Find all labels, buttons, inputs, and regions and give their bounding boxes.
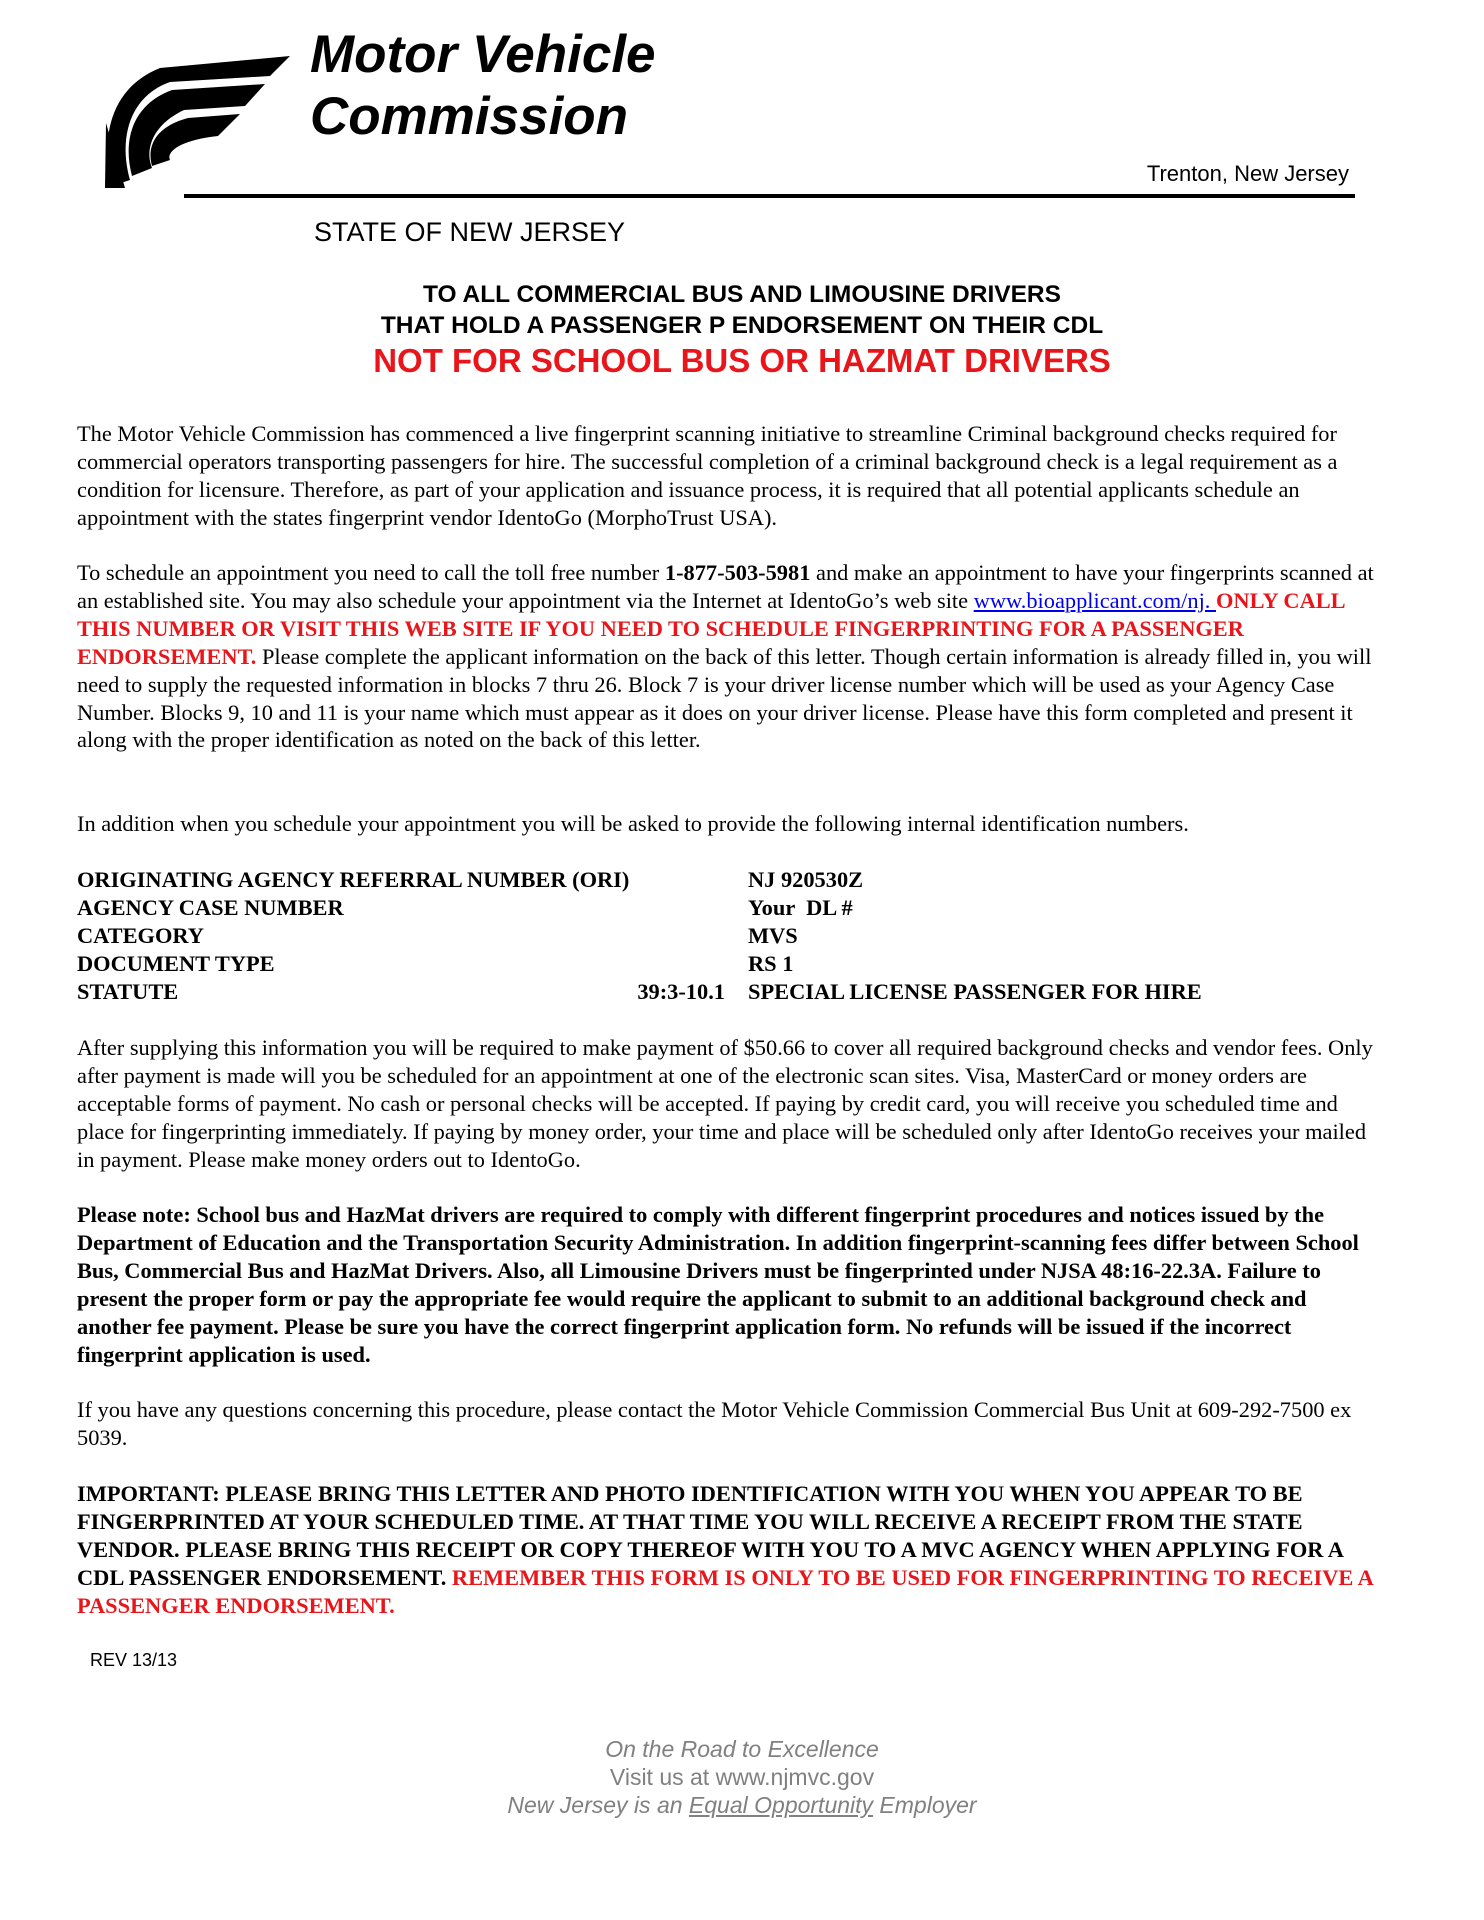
- row-label: CATEGORY: [77, 923, 204, 948]
- phone-number: 1-877-503-5981: [664, 560, 811, 585]
- row-value: RS 1: [748, 951, 794, 976]
- title-line2: THAT HOLD A PASSENGER P ENDORSEMENT ON THEIR CDL: [380, 312, 1104, 339]
- text: and make an appointment to have your fingerprints scanned at an established site. You may also schedule your appointment via the Internet at IdentoGo’s web site: [77, 560, 1374, 613]
- location: Trenton, New Jersey: [1146, 161, 1349, 186]
- paragraph-payment: After supplying this information you will be required to make payment of $50.66 to cover all required background checks and vendor fees. Only after payment is made will you be scheduled for an appointment at one of the electronic scan sites. Visa, MasterCard or money orders are acceptable forms of payment. No cash or personal checks will be accepted. If paying by credit card, you will receive you scheduled time and place for fingerprinting immediately. If paying by money order, your time and place will be scheduled only after IdentoGo receives your mailed in payment. Please make money orders out to IdentoGo.: [77, 1035, 1373, 1172]
- red-notice: ONLY CALL THIS NUMBER OR VISIT THIS WEB SITE IF YOU NEED TO SCHEDULE FINGERPRINTING FOR A PASSENGER ENDORSEMENT.: [77, 587, 1345, 669]
- row-value: MVS: [748, 923, 798, 948]
- row-label: DOCUMENT TYPE: [77, 951, 275, 976]
- table-row: [77, 922, 1377, 950]
- header-rule: [184, 194, 1355, 198]
- paragraph-important: [77, 1480, 1380, 1620]
- row-label: ORIGINATING AGENCY REFERRAL NUMBER (ORI): [77, 867, 630, 892]
- text: IMPORTANT: PLEASE BRING THIS LETTER AND PHOTO IDENTIFICATION WITH YOU WHEN YOU APPEAR TO BE FINGERPRINTED AT YOUR SCHEDULED TIME. AT THAT TIME YOU WILL RECEIVE A RECEIPT FROM THE STATE VENDOR. PLEASE BRING THIS RECEIPT OR COPY THEREOF WITH YOU TO A MVC AGENCY WHEN APPLYING FOR A CDL PASSENGER ENDORSEMENT.: [77, 1481, 1343, 1590]
- paragraph-intro: The Motor Vehicle Commission has commenced a live fingerprint scanning initiative to streamline Criminal background checks required for commercial operators transporting passengers for hire. The successful completion of a criminal background check is a legal requirement as a condition for licensure. Therefore, as part of your application and issuance process, it is required that all potential applicants schedule an appointment with the states fingerprint vendor IdentoGo (MorphoTrust USA).: [77, 421, 1338, 530]
- table-row: [77, 866, 1377, 894]
- title-warning: NOT FOR SCHOOL BUS OR HAZMAT DRIVERS: [373, 342, 1111, 379]
- row-label: AGENCY CASE NUMBER: [77, 895, 344, 920]
- red-reminder: REMEMBER THIS FORM IS ONLY TO BE USED FOR FINGERPRINTING TO RECEIVE A PASSENGER ENDORSEMENT.: [77, 1564, 1373, 1618]
- table-row: [77, 950, 1377, 978]
- state-heading: STATE OF NEW JERSEY: [314, 217, 626, 247]
- row-value: SPECIAL LICENSE PASSENGER FOR HIRE: [748, 979, 1202, 1004]
- row-value: NJ 920530Z: [748, 867, 864, 892]
- text: Please complete the applicant information on the back of this letter. Though certain information is already filled in, you will need to supply the requested information in blocks 7 thru 26. Block 7 is your driver license number which will be used as your Agency Case Number. Blocks 9, 10 and 11 is your name which must appear as it does on your driver license. Please have this form completed and present it along with the proper identification as noted on the back of this letter.: [77, 643, 1372, 753]
- brand-line1: Motor Vehicle: [310, 25, 656, 84]
- paragraph-contact: If you have any questions concerning this procedure, please contact the Motor Vehicle Commission Commercial Bus Unit at 609-292-7500 ex 5039.: [77, 1397, 1352, 1450]
- brand-line2: Commission: [310, 87, 629, 146]
- paragraph-note: Please note: School bus and HazMat drivers are required to comply with different fingerprint procedures and notices issued by the Department of Education and the Transportation Security Administration. In addition fingerprint-scanning fees differ between School Bus, Commercial Bus and HazMat Drivers. Also, all Limousine Drivers must be fingerprinted under NJSA 48:16-22.3A. Failure to present the proper form or pay the appropriate fee would require the applicant to submit to an additional background check and another fee payment. Please be sure you have the correct fingerprint application form. No refunds will be issued if the incorrect fingerprint application is used.: [77, 1202, 1359, 1367]
- footer-eoe: [0, 1791, 1484, 1819]
- table-row: [77, 894, 1377, 922]
- row-label: STATUTE: [77, 979, 179, 1004]
- bioapplicant-link[interactable]: www.bioapplicant.com/nj.: [973, 587, 1216, 613]
- row-number: 39:3-10.1: [637, 979, 725, 1004]
- text: New Jersey is an: [507, 1792, 689, 1818]
- title-line1: TO ALL COMMERCIAL BUS AND LIMOUSINE DRIVERS: [423, 281, 1061, 308]
- paragraph-id-intro: In addition when you schedule your appointment you will be asked to provide the following internal identification numbers.: [77, 811, 1189, 836]
- mvc-logo: [100, 48, 300, 188]
- text: Employer: [873, 1792, 977, 1818]
- paragraph-scheduling: [77, 559, 1380, 754]
- eoe-link[interactable]: Equal Opportunity: [688, 1792, 874, 1818]
- footer-visit: Visit us at www.njmvc.gov: [609, 1764, 875, 1790]
- table-row: [77, 978, 1377, 1006]
- footer-motto: On the Road to Excellence: [605, 1736, 879, 1762]
- row-value: Your DL #: [748, 895, 853, 920]
- text: To schedule an appointment you need to call the toll free number: [77, 560, 665, 585]
- revision: REV 13/13: [90, 1650, 178, 1670]
